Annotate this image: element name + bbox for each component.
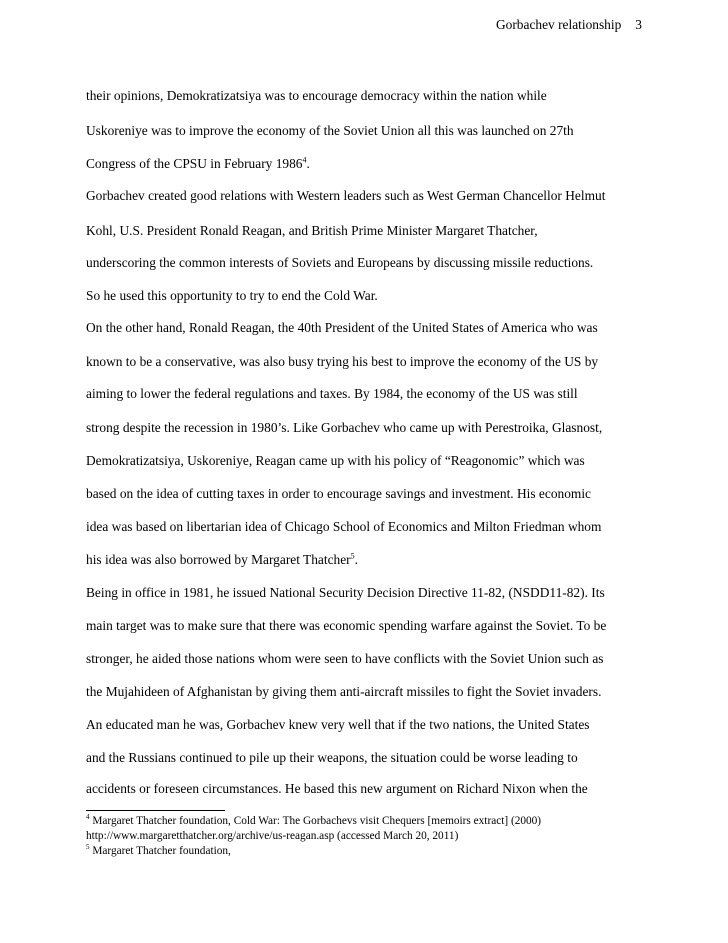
body-line-tail: . — [354, 552, 358, 567]
footnote-reference[interactable]: 4 — [302, 155, 307, 165]
body-line: main target was to make sure that there was economic spending warfare against the Soviet. To be — [86, 618, 607, 633]
body-line: the Mujahideen of Afghanistan by giving them anti-aircraft missiles to fight the Soviet invaders. — [86, 684, 602, 699]
body-line-with-footnote — [86, 552, 358, 568]
footnote-text: Margaret Thatcher foundation, Cold War: The Gorbachevs visit Chequers [memoirs extract] (2000) — [89, 815, 542, 827]
footnote-4-url[interactable]: http://www.margaretthatcher.org/archive/us-reagan.asp (accessed March 20, 2011) — [86, 830, 459, 842]
footnote-text: Margaret Thatcher foundation, — [89, 845, 231, 857]
header-title: Gorbachev relationship — [495, 17, 622, 32]
body-line: based on the idea of cutting taxes in order to encourage savings and investment. His economic — [86, 486, 591, 501]
body-line: strong despite the recession in 1980’s. Like Gorbachev who came up with Perestroika, Glasnost, — [86, 420, 603, 435]
body-line: stronger, he aided those nations whom were seen to have conflicts with the Soviet Union such as — [86, 651, 604, 666]
body-line-text: Congress of the CPSU in February 1986 — [86, 156, 303, 171]
body-line-text: his idea was also borrowed by Margaret Thatcher — [86, 552, 351, 567]
body-line-with-footnote — [86, 156, 310, 172]
body-line: So he used this opportunity to try to end the Cold War. — [86, 288, 378, 303]
footnote-4 — [86, 815, 541, 827]
footnote-reference[interactable]: 5 — [350, 551, 355, 561]
footnote-5 — [86, 845, 231, 857]
footnote-marker: 4 — [86, 813, 90, 822]
body-line: Demokratizatsiya, Uskoreniye, Reagan came up with his policy of “Reagonomic” which was — [86, 453, 585, 468]
body-line: Gorbachev created good relations with Western leaders such as West German Chancellor Helmut — [86, 188, 606, 203]
body-line: their opinions, Demokratizatsiya was to encourage democracy within the nation while — [86, 88, 547, 103]
body-line: On the other hand, Ronald Reagan, the 40th President of the United States of America who was — [86, 320, 598, 335]
body-line: underscoring the common interests of Soviets and Europeans by discussing missile reductions. — [86, 255, 594, 270]
body-line: accidents or foreseen circumstances. He based this new argument on Richard Nixon when the — [86, 781, 588, 796]
body-line: Being in office in 1981, he issued National Security Decision Directive 11-82, (NSDD11-82). Its — [86, 585, 605, 600]
body-line-tail: . — [306, 156, 310, 171]
body-line: Uskoreniye was to improve the economy of the Soviet Union all this was launched on 27th — [86, 123, 574, 138]
footnote-separator — [86, 810, 225, 811]
running-header — [496, 17, 642, 33]
body-line: and the Russians continued to pile up their weapons, the situation could be worse leading to — [86, 750, 578, 765]
body-line: known to be a conservative, was also busy trying his best to improve the economy of the US by — [86, 354, 599, 369]
body-line: Kohl, U.S. President Ronald Reagan, and British Prime Minister Margaret Thatcher, — [86, 223, 538, 238]
body-line: aiming to lower the federal regulations and taxes. By 1984, the economy of the US was still — [86, 386, 578, 401]
footnote-marker: 5 — [86, 843, 90, 852]
body-line: idea was based on libertarian idea of Chicago School of Economics and Milton Friedman whom — [86, 519, 602, 534]
page-number: 3 — [635, 17, 642, 32]
body-line: An educated man he was, Gorbachev knew very well that if the two nations, the United States — [86, 717, 590, 732]
